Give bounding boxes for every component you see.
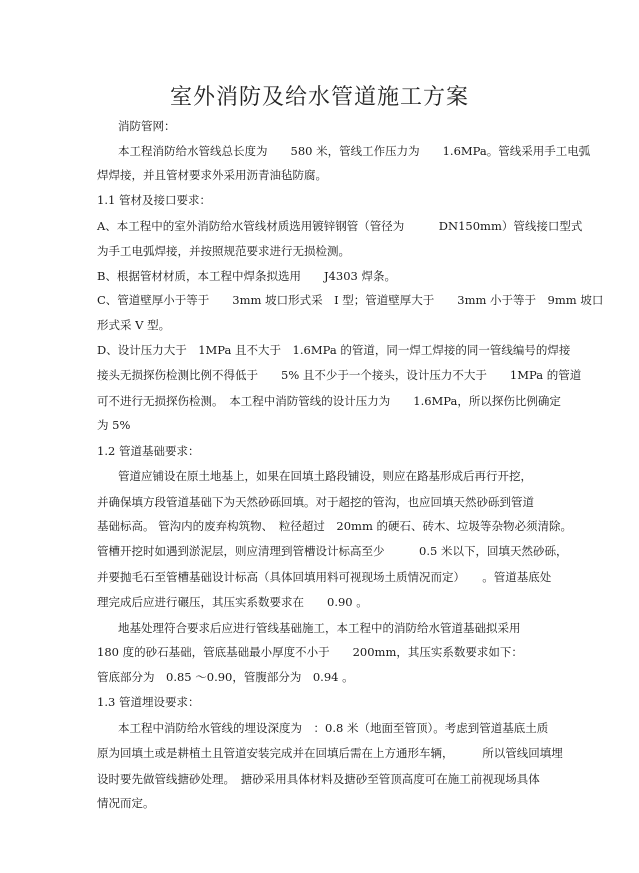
paragraph-line: 本工程中消防给水管线的埋设深度为 ：0.8 米（地面至管顶）。考虑到管道基底土质 <box>118 721 549 735</box>
paragraph-line: 形式采 V 型。 <box>97 318 171 332</box>
paragraph-line: A、本工程中的室外消防给水管线材质选用镀锌钢管（管径为 DN150mm）管线接口型式 <box>97 219 583 233</box>
paragraph-line: 并要抛毛石至管槽基础设计标高（具体回填用料可视现场土质情况而定） 。管道基底处 <box>97 570 552 584</box>
paragraph-line: 地基处理符合要求后应进行管线基础施工，本工程中的消防给水管道基础拟采用 <box>118 621 521 635</box>
paragraph-line: C、管道壁厚小于等于 3mm 坡口形式采 I 型；管道壁厚大于 3mm 小于等于 9mm 坡口 <box>97 293 604 307</box>
section-heading-1-2: 1.2 管道基础要求： <box>97 444 200 458</box>
section-heading-1-3: 1.3 管道埋设要求： <box>97 695 200 709</box>
paragraph-line: 焊焊接，并且管材要求外采用沥青油毡防腐。 <box>97 168 327 182</box>
paragraph-line: 基础标高。 管沟内的废弃构筑物、 粒径超过 20mm 的硬石、砖木、垃圾等杂物必须清除。 <box>97 519 572 533</box>
paragraph-line: 本工程消防给水管线总长度为 580 米，管线工作压力为 1.6MPa。管线采用手工电弧 <box>118 144 591 158</box>
paragraph-line: 为手工电弧焊接，并按照规范要求进行无损检测。 <box>97 244 350 258</box>
paragraph-line: 管道应铺设在原土地基上，如果在回填土路段铺设，则应在路基形成后再行开挖， <box>118 469 532 483</box>
paragraph-line: 为 5% <box>97 418 131 432</box>
paragraph-line: 可不进行无损探伤检测。 本工程中消防管线的设计压力为 1.6MPa，所以探伤比例确定 <box>97 394 561 408</box>
paragraph-line: 设时要先做管线搪砂处理。 搪砂采用具体材料及搪砂至管顶高度可在施工前视现场具体 <box>97 772 540 786</box>
paragraph-line: 情况而定。 <box>97 796 155 810</box>
paragraph-line: 180 度的砂石基础，管底基础最小厚度不小于 200mm，其压实系数要求如下： <box>97 645 523 659</box>
paragraph-line: 管槽开挖时如遇到淤泥层，则应清理到管槽设计标高至少 0.5 米以下，回填天然砂砾， <box>97 544 568 558</box>
paragraph-line: 原为回填土或是耕植土且管道安装完成并在回填后需在上方通形车辆， 所以管线回填埋 <box>97 746 563 760</box>
paragraph-line: 并确保填方段管道基础下为天然砂砾回填。对于超挖的管沟，也应回填天然砂砾到管道 <box>97 495 534 509</box>
paragraph-line: B、根据管材材质，本工程中焊条拟选用 J4303 焊条。 <box>97 269 396 283</box>
section-heading-1-1: 1.1 管材及接口要求： <box>97 193 211 207</box>
paragraph-line: 管底部分为 0.85 ～0.90，管腹部分为 0.94 。 <box>97 670 354 684</box>
paragraph-line: 理完成后应进行碾压，其压实系数要求在 0.90 。 <box>97 595 368 609</box>
section-heading-fire-network: 消防管网： <box>118 119 176 133</box>
paragraph-line: 接头无损探伤检测比例不得低于 5% 且不少于一个接头，设计压力不大于 1MPa 的管道 <box>97 368 582 382</box>
paragraph-line: D、设计压力大于 1MPa 且不大于 1.6MPa 的管道，同一焊工焊接的同一管线编号的焊接 <box>97 343 571 357</box>
document-title: 室外消防及给水管道施工方案 <box>169 85 469 110</box>
